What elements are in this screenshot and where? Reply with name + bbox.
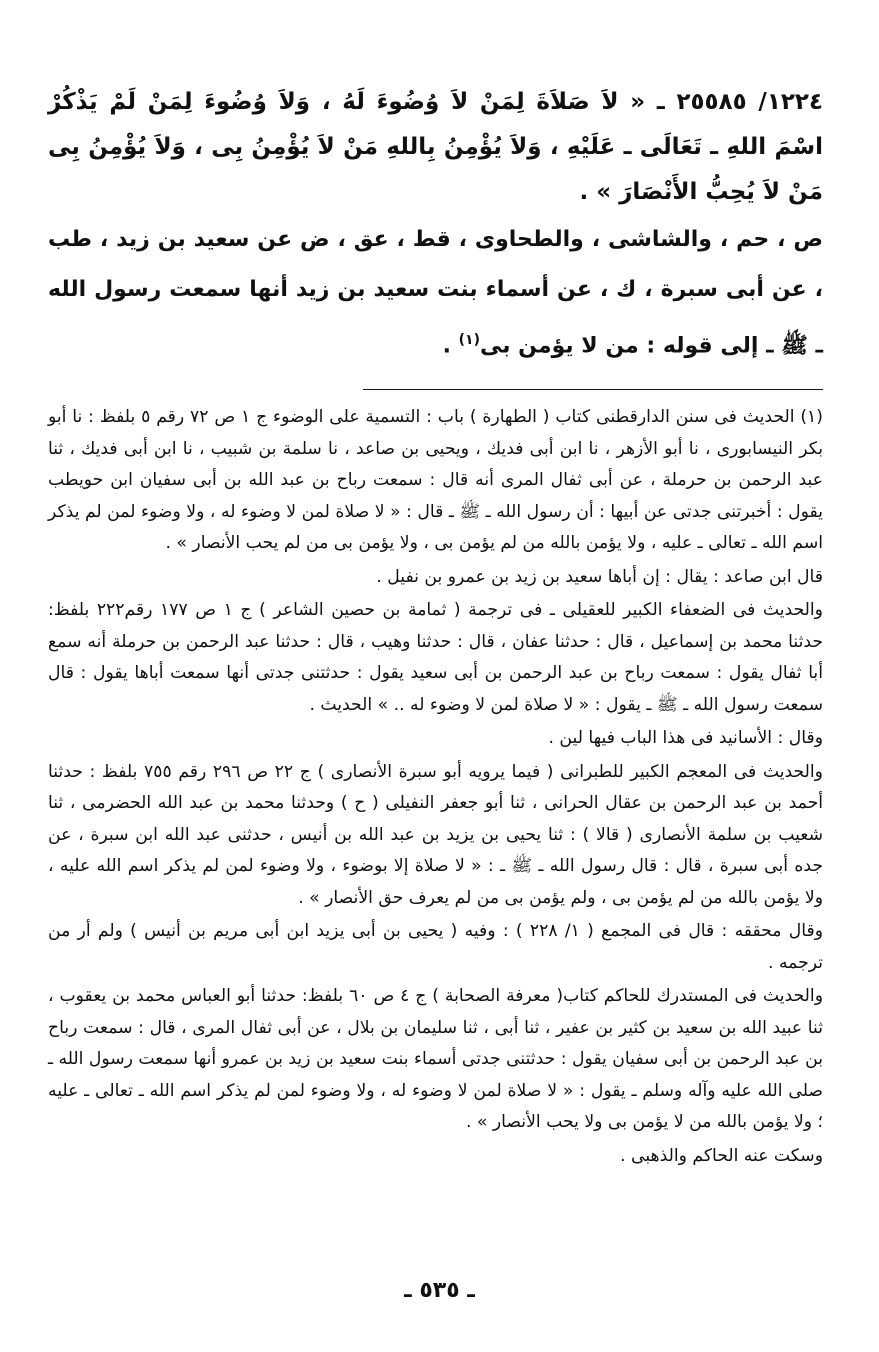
footnote-paragraph: وقال محققه : قال فى المجمع ( ١/ ٢٢٨ ) : وفيه ( يحيى بن أبى يزيد ابن أبى مريم بن أنيس ) ولم أر من ترجمه . [48,921,823,973]
footnote-paragraph: والحديث فى المستدرك للحاكم كتاب( معرفة الصحابة ) ج ٤ ص ٦٠ بلفظ: حدثنا أبو العباس محمد بن يعقوب ، ثنا عبيد الله بن سعيد بن كثير بن عفير ، ثنا أبى ، ثنا سليمان بن بلال ، عن أبى ثفال المرى ، قال : سمعت رباح بن عبد الرحمن بن أبى سفيان يقول : حدثتنى جدتى أسماء بنت سعيد بن زيد بن عمرو أنها سمعت رسول الله ـ صلى الله عليه وآله وسلم ـ يقول : « لا صلاة لمن لا وضوء له ، ولا وضوء لمن لم يذكر اسم الله ـ تعالى ـ عليه ؛ ولا يؤمن بالله من لا يؤمن بى ولا يحب الأنصار » . [48,986,823,1133]
footnote-paragraph: قال ابن صاعد : يقال : إن أباها سعيد بن زيد بن عمرو بن نفيل . [376,566,823,587]
footnote-paragraph: والحديث فى الضعفاء الكبير للعقيلى ـ فى ترجمة ( ثمامة بن حصين الشاعر ) ج ١ ص ١٧٧ رقم٢٢٢ بلفظ: حدثنا محمد بن إسماعيل ، قال : حدثنا عفان ، قال : حدثنا وهيب ، قال : حدثنا عبد الرحمن بن حرملة أنه سمع أبا ثفال يقول : سمعت رباح بن عبد الرحمن بن أبى سعيد يقول : حدثتنى جدتى أنها سمعت أباها يقول : قال سمعت رسول الله ـ ﷺ ـ يقول : « لا صلاة لمن لا وضوء له .. » الحديث . [48,600,823,715]
footnote-paragraph: وقال : الأسانيد فى هذا الباب فيها لين . [548,728,823,749]
page-number: ـ ٥٣٥ ـ [404,1278,475,1303]
footnote-paragraph: والحديث فى المعجم الكبير للطبرانى ( فيما يرويه أبو سبرة الأنصارى ) ج ٢٢ ص ٢٩٦ رقم ٧٥٥ بلفظ : حدثنا أحمد بن عبد الرحمن بن عقال الحرانى ، ثنا أبو جعفر النفيلى ( ح ) وحدثنا محمد بن عبد الله الحضرمى ، ثنا شعيب بن سلمة الأنصارى ( قالا ) : ثنا يحيى بن يزيد بن عبد الله بن أنيس ، حدثنى عبد الله ابن سبرة ، عن جده أبى سبرة ، قال : قال رسول الله ـ ﷺ ـ : « لا صلاة إلا بوضوء ، ولا وضوء لمن لم يذكر اسم الله عليه ، ولا يؤمن بالله من لم يؤمن بى ، ولم يؤمن بى من لم يعرف حق الأنصار » . [48,761,823,908]
footnote-paragraph: وسكت عنه الحاكم والذهبى . [620,1145,823,1166]
footnote-paragraph: (١) الحديث فى سنن الدارقطنى كتاب ( الطهارة ) باب : التسمية على الوضوء ج ١ ص ٧٢ رقم ٥ بلفظ : نا أبو بكر النيسابورى ، نا أبو الأزهر ، نا ابن أبى فديك ، ويحيى بن صاعد ، نا سلمة بن شبيب ، نا ابن أبى فديك ، ثنا عبد الرحمن بن حرملة ، عن أبى ثفال المرى أنه قال : سمعت رباح بن عبد الله بن أبى سفيان ابن حويطب يقول : أخبرتنى جدتى عن أبيها : أن رسول الله ـ ﷺ ـ قال : « لا صلاة لمن لا وضوء له ، ولا وضوء لمن لم يذكر اسم الله ـ تعالى ـ عليه ، ولا يؤمن بالله من لم يؤمن بى ، ولا يؤمن بى من لم يحب الأنصار » . [48,407,823,554]
footnote-divider [363,389,823,390]
sources-text: ص ، حم ، والشاشى ، والطحاوى ، قط ، عق ، ض عن سعيد بن زيد ، طب ، عن أبى سبرة ، ك ، عن أسماء بنت سعيد بن زيد أنها سمعت رسول الله ـ ﷺ ـ إلى قوله : من لا يؤمن بى [48,227,823,359]
footnote-marker: (١) [458,332,480,348]
hadith-sources [48,215,823,371]
hadith-text: ١٢٢٤/ ٢٥٥٨٥ ـ « لاَ صَلاَةَ لِمَنْ لاَ وُضُوءَ لَهُ ، وَلاَ وُضُوءَ لِمَنْ لَمْ يَذْكُرْ اسْمَ اللهِ ـ تَعَالَى ـ عَلَيْهِ ، وَلاَ يُؤْمِنُ بِاللهِ مَنْ لاَ يُؤْمِنُ بِى ، وَلاَ يُؤْمِنُ بِى مَنْ لاَ يُحِبُّ الأَنْصَارَ » . [48,89,823,205]
page-body [48,80,823,1174]
sources-end: . [442,333,459,359]
